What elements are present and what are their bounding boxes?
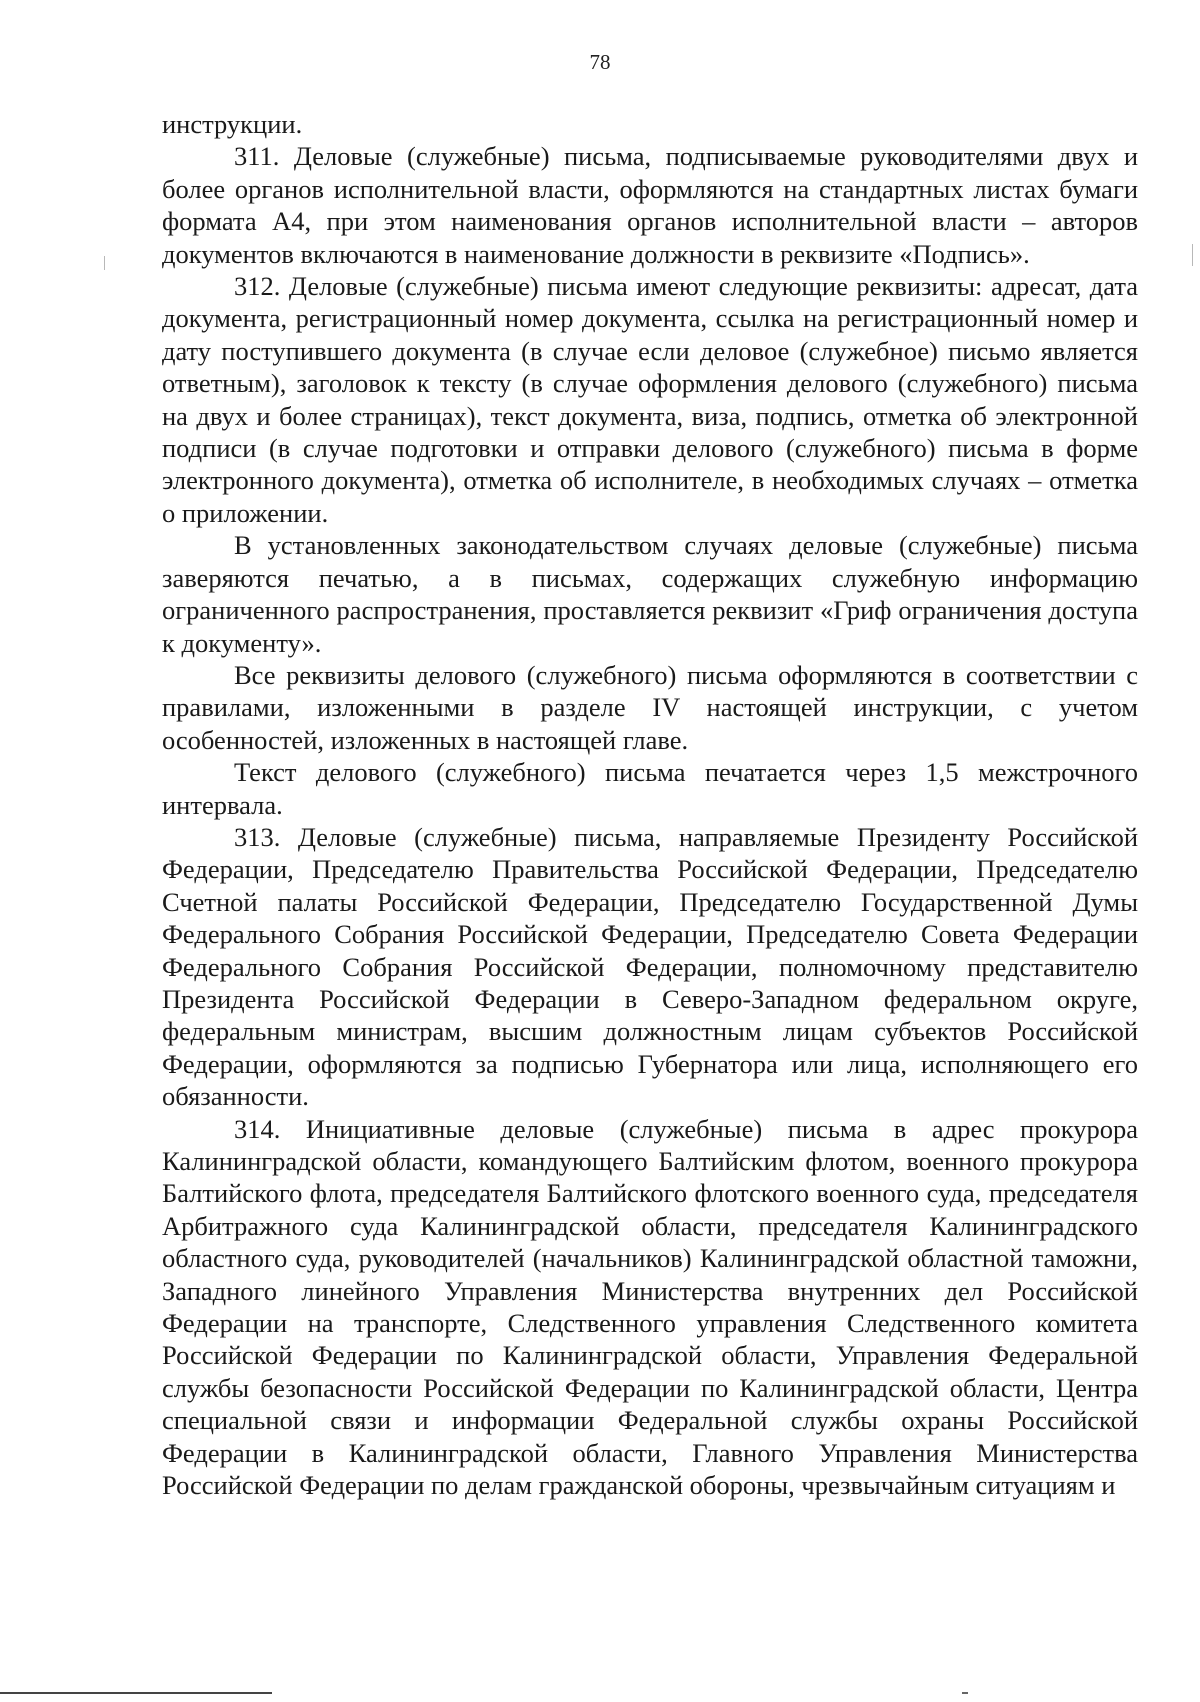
paragraph-line-spacing: Текст делового (служебного) письма печатается через 1,5 межстрочного интервала. [162, 757, 1138, 820]
scan-edge-line [0, 1692, 272, 1694]
paragraph-requisites: Все реквизиты делового (служебного) письма оформляются в соответствии с правилами, изложенными в разделе IV настоящей инструкции, с учетом особенностей, изложенных в настоящей главе. [162, 659, 1138, 755]
paragraph-313: 313. Деловые (служебные) письма, направляемые Президенту Российской Федерации, Председателю Правительства Российской Федерации, Председателю Счетной палаты Российской Федерации, Председателю Государственной Думы Федерального Собрания Российской Федерации, Председателю Совета Федерации Федерального Собрания Российской Федерации, полномочному представителю Президента Российской Федерации в Северо-Западном федеральном округе, федеральным министрам, высшим должностным лицам субъектов Российской Федерации, оформляются за подписью Губернатора или лица, исполняющего его обязанности. [162, 821, 1138, 1112]
paragraph-314: 314. Инициативные деловые (служебные) письма в адрес прокурора Калининградской области, командующего Балтийским флотом, военного прокурора Балтийского флота, председателя Балтийского флотского военного суда, председателя Арбитражного суда Калининградской области, председателя Калининградского областного суда, руководителей (начальников) Калининградской областной таможни, Западного линейного Управления Министерства внутренних дел Российской Федерации на транспорте, Следственного управления Следственного комитета Российской Федерации по Калининградской области, Управления Федеральной службы безопасности Российской Федерации по Калининградской области, Центра специальной связи и информации Федеральной службы охраны Российской Федерации в Калининградской области, Главного Управления Министерства Российской Федерации по делам гражданской обороны, чрезвычайным ситуациям и [162, 1113, 1138, 1501]
page-number: 78 [589, 50, 611, 74]
scan-edge-mark [962, 1692, 968, 1694]
document-body [162, 108, 1138, 1501]
paragraph-311: 311. Деловые (служебные) письма, подписываемые руководителями двух и более органов исполнительной власти, оформляются на стандартных листах бумаги формата А4, при этом наименования органов исполнительной власти – авторов документов включаются в наименование должности в реквизите «Подпись». [162, 141, 1138, 269]
scan-artifact-left [104, 256, 105, 270]
paragraph-continuation: инструкции. [162, 109, 303, 139]
paragraph-seal: В установленных законодательством случаях деловые (служебные) письма заверяются печатью, а в письмах, содержащих служебную информацию ограниченного распространения, проставляется реквизит «Гриф ограничения доступа к документу». [162, 530, 1138, 658]
scan-artifact-right [1192, 244, 1193, 266]
paragraph-312: 312. Деловые (служебные) письма имеют следующие реквизиты: адресат, дата документа, регистрационный номер документа, ссылка на регистрационный номер и дату поступившего документа (в случае если деловое (служебное) письмо является ответным), заголовок к тексту (в случае оформления делового (служебного) письма на двух и более страницах), текст документа, виза, подпись, отметка об электронной подписи (в случае подготовки и отправки делового (служебного) письма в форме электронного документа), отметка об исполнителе, в необходимых случаях – отметка о приложении. [162, 271, 1138, 528]
